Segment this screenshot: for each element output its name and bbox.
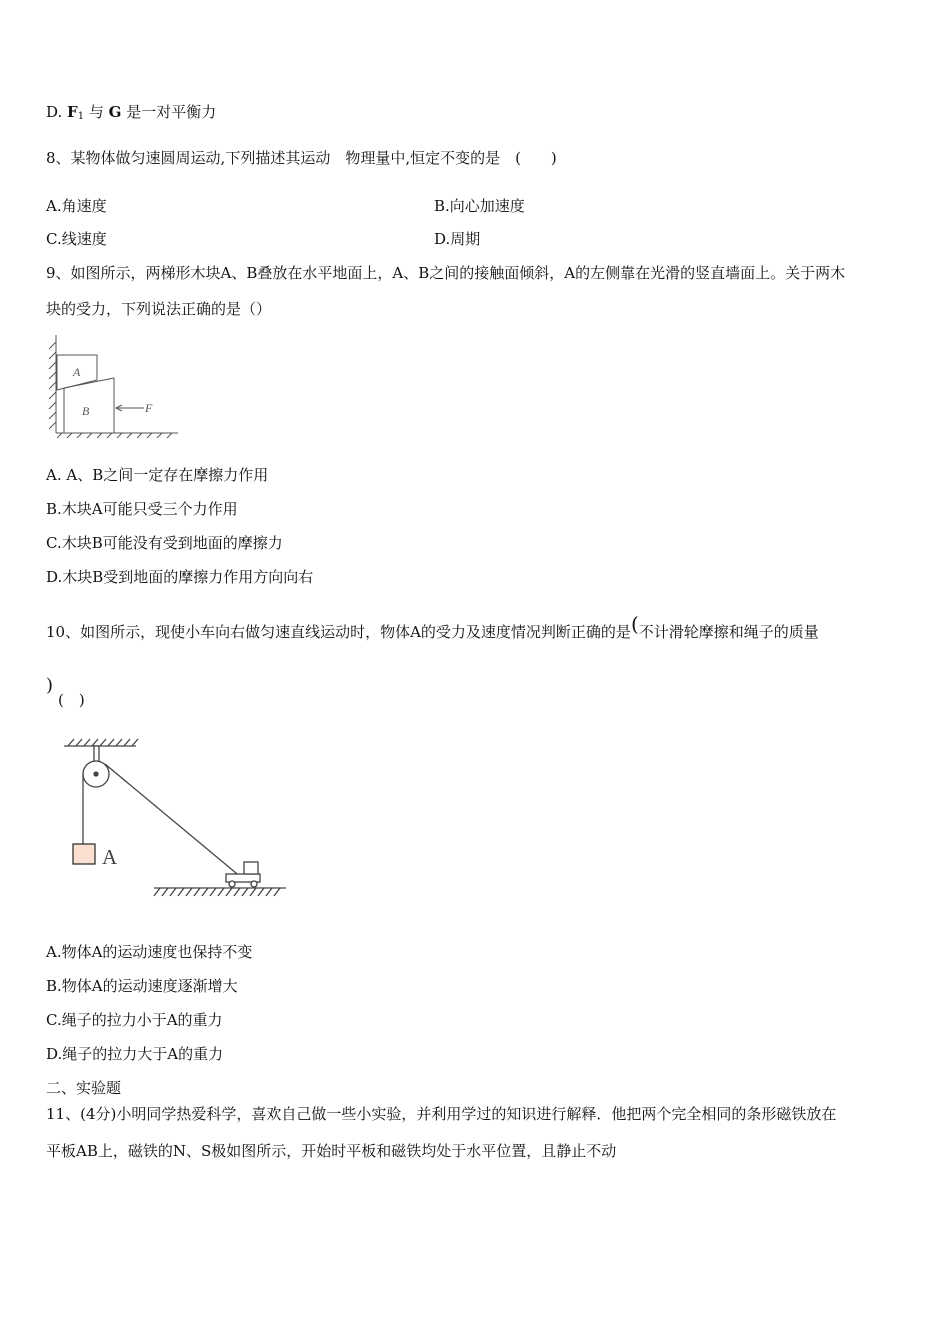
- q9-figure: [44, 330, 184, 440]
- q11-line2: 平板AB上，磁铁的N、S极如图所示，开始时平板和磁铁均处于水平位置，且静止不动: [46, 1142, 617, 1160]
- q7-option-d-sub: 1: [77, 111, 85, 122]
- q9-wall-hatch: [49, 342, 56, 429]
- q10-option-c: C.绳子的拉力小于A的重力: [46, 1011, 223, 1029]
- q7-option-d-mid: 与: [88, 103, 104, 121]
- q7-option-d-g: G: [108, 103, 122, 121]
- q7-option-d: [46, 102, 216, 127]
- q10-stem-paren-text: 不计滑轮摩擦和绳子的质量: [638, 623, 819, 641]
- q10-blank: ( ): [58, 691, 85, 709]
- q10-paren-open: (: [630, 612, 639, 636]
- q9-option-c: C.木块B可能没有受到地面的摩擦力: [46, 534, 283, 552]
- q9-label-b: B: [82, 404, 90, 418]
- q9-ground-hatch: [57, 433, 172, 438]
- q10-ceiling-hatch: [68, 739, 138, 746]
- q9-option-a: A. A、B之间一定存在摩擦力作用: [46, 466, 269, 484]
- q7-option-d-prefix: D.: [46, 103, 63, 121]
- q9-stem-line2: 块的受力，下列说法正确的是（）: [46, 300, 272, 318]
- q10-pulley-axle: [94, 772, 98, 776]
- q8-stem: 8、某物体做匀速圆周运动,下列描述其运动 物理量中,恒定不变的是 ( ): [46, 149, 557, 167]
- q8-option-b: B.向心加速度: [434, 197, 525, 215]
- q10-stem: [46, 614, 819, 642]
- q9-option-d: D.木块B受到地面的摩擦力作用方向向右: [46, 568, 314, 586]
- q10-option-a: A.物体A的运动速度也保持不变: [46, 943, 253, 961]
- q11-line1: 11、(4分)小明同学热爱科学，喜欢自己做一些小实验，并利用学过的知识进行解释．他把两个完全相同的条形磁铁放在: [46, 1105, 837, 1123]
- q8-option-c: C.线速度: [46, 230, 107, 248]
- q10-label-a: A: [102, 845, 118, 869]
- q9-label-a: A: [73, 365, 81, 379]
- section2-title: 二、实验题: [46, 1079, 122, 1097]
- q10-ground-hatch: [154, 888, 280, 896]
- q7-option-d-rest: 是一对平衡力: [126, 103, 217, 121]
- q8-option-d: D.周期: [434, 230, 481, 248]
- q10-block-a: [73, 844, 95, 864]
- q10-stem-main: 10、如图所示，现使小车向右做匀速直线运动时，物体A的受力及速度情况判断正确的是: [46, 623, 631, 641]
- q10-figure: [58, 736, 298, 906]
- q10-cart: [226, 862, 260, 887]
- q10-rope-slanted: [105, 764, 242, 878]
- q10-option-b: B.物体A的运动速度逐渐增大: [46, 977, 238, 995]
- q9-label-f: F: [145, 401, 153, 415]
- q10-option-d: D.绳子的拉力大于A的重力: [46, 1045, 224, 1063]
- q7-option-d-f: F: [67, 103, 78, 121]
- q9-option-b: B.木块A可能只受三个力作用: [46, 500, 238, 518]
- q9-stem-line1: 9、如图所示，两梯形木块A、B叠放在水平地面上，A、B之间的接触面倾斜，A的左侧靠在光滑的竖直墙面上。关于两木: [46, 264, 846, 282]
- q10-paren-close: ): [46, 675, 54, 696]
- q8-option-a: A.角速度: [46, 197, 107, 215]
